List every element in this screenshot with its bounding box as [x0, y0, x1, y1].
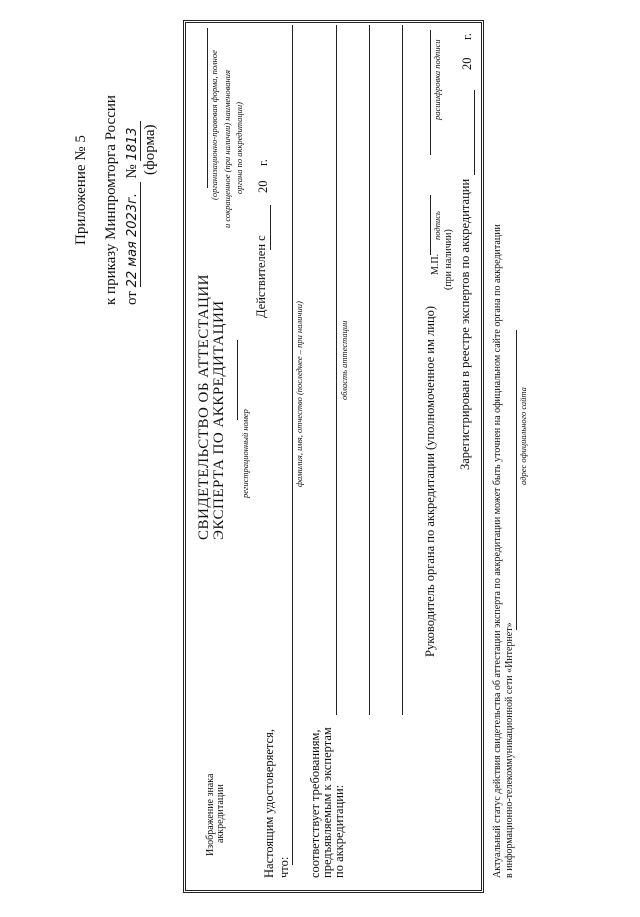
order-date: 22 мая 2023г.: [125, 182, 141, 287]
head-label: Руководитель органа по аккредитации (уполномоченное им лицо): [423, 305, 437, 657]
org-caption-2: и сокращенное (при наличии) наименования: [222, 70, 232, 228]
status-line-1: Актуальный статус действия свидетельства об аттестации эксперта по аккредитации может быть уточнен на официальном сайте органа по аккредитации: [492, 224, 503, 878]
signature-line: [430, 195, 431, 255]
decode-caption: расшифровка подписи: [432, 39, 442, 120]
order-number: 1813: [125, 121, 141, 161]
accreditation-mark-label-1: Изображение знака: [205, 773, 216, 856]
area-line-1: [336, 25, 337, 715]
signature-caption: подпись: [432, 211, 442, 240]
area-line-2: [369, 25, 370, 715]
valid-year-prefix: 20: [256, 180, 270, 193]
complies-line-3: по аккредитации:: [332, 784, 346, 878]
org-name-line: [207, 28, 208, 188]
order-date-line: [124, 121, 141, 305]
site-line: [516, 330, 517, 630]
registered-year-suffix: г.: [460, 33, 474, 40]
valid-from-label: Действителен с: [254, 235, 268, 318]
form-label: (форма): [142, 124, 158, 175]
fio-line: [292, 25, 293, 865]
valid-date-line: [270, 205, 271, 250]
valid-year-suffix: г.: [256, 159, 270, 166]
complies-line-2: предъявляемым к экспертам: [320, 727, 334, 878]
registered-label: Зарегистрирован в реестре экспертов по аккредитации: [458, 178, 472, 470]
reg-number-line: [237, 340, 238, 420]
complies-line-1: соответствует требованиям,: [308, 729, 322, 878]
reg-number-caption: регистрационный номер: [240, 409, 250, 498]
order-reference: к приказу Минпромторга России: [103, 95, 119, 305]
accreditation-mark-label-2: аккредитации: [215, 784, 226, 843]
mp-label: М.П.: [430, 253, 441, 275]
fio-caption: фамилия, имя, отчество (последнее – при наличии): [294, 301, 304, 487]
org-caption-1: (организационно-правовая форма, полное: [209, 50, 219, 200]
registered-year-prefix: 20: [460, 57, 474, 70]
org-caption-3: органа по аккредитации): [234, 102, 244, 194]
site-caption: адрес официального сайта: [518, 387, 528, 485]
title-line-1: СВИДЕТЕЛЬСТВО ОБ АТТЕСТАЦИИ: [196, 274, 212, 540]
number-prefix: №: [124, 164, 140, 179]
certifies-line-2: что:: [277, 856, 291, 878]
area-caption: область аттестации: [339, 320, 349, 400]
appendix-number: Приложение № 5: [73, 135, 89, 245]
certifies-line-1: Настоящим удостоверяется,: [262, 729, 276, 878]
mp-note: (при наличии): [443, 229, 454, 290]
decode-line: [430, 30, 431, 155]
date-prefix: от: [124, 291, 140, 305]
registered-date-line: [474, 90, 475, 175]
status-line-2: в информационно-телекоммуникационной сети «Интернет»: [504, 622, 515, 878]
area-line-3: [402, 25, 403, 715]
certificate-title: [196, 274, 227, 540]
title-line-2: ЭКСПЕРТА ПО АККРЕДИТАЦИИ: [211, 300, 227, 540]
